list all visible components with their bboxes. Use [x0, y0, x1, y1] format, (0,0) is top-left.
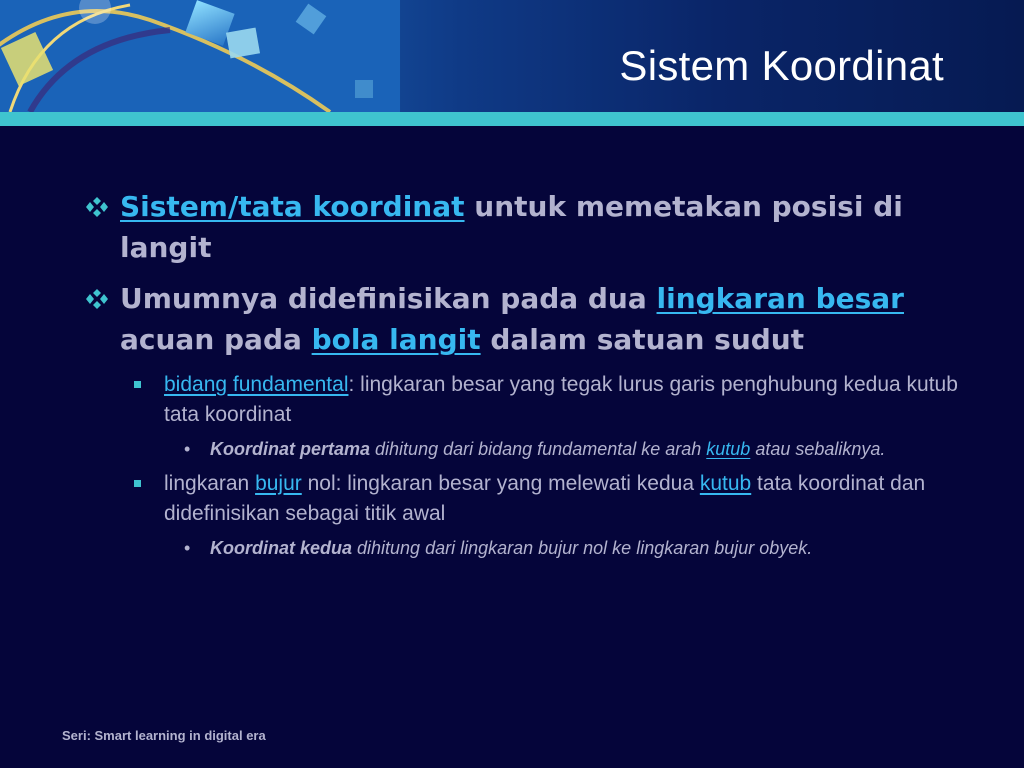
koordinat-kedua-label: Koordinat kedua	[210, 538, 353, 558]
bullet-1-text: untuk memetakan posisi di langit	[120, 190, 903, 264]
sub-sub-bullet-2-text: dihitung dari lingkaran bujur nol ke lingkaran bujur obyek.	[352, 538, 813, 558]
bullet-2-text-a: Umumnya didefinisikan pada dua	[120, 282, 657, 315]
dot-bullet: •	[184, 439, 191, 459]
sub-sub-bullet-1-text-a: dihitung dari bidang fundamental ke arah	[370, 439, 707, 459]
sub-bullet-2-text-c: tata koordinat dan didefinisikan sebagai titik awal	[164, 472, 926, 525]
header-accent-band	[0, 112, 1024, 126]
slide-content	[84, 186, 964, 562]
header-decoration-icon	[0, 0, 400, 112]
sub-sub-bullet-2	[84, 535, 964, 562]
header-banner	[0, 0, 1024, 112]
bullet-2-text-c: dalam satuan sudut	[480, 323, 805, 356]
sub-bullet-2	[84, 469, 964, 529]
link-bidang-fundamental[interactable]: bidang fundamental	[164, 373, 349, 396]
sub-bullet-2-text-b: nol: lingkaran besar yang melewati kedua	[301, 472, 700, 495]
sub-sub-bullet-1-text-b: atau sebaliknya.	[750, 439, 886, 459]
link-lingkaran-besar[interactable]: lingkaran besar	[656, 282, 904, 315]
square-icon	[134, 381, 141, 388]
square-icon	[134, 480, 141, 487]
link-kutub-1[interactable]: kutub	[706, 439, 751, 459]
bullet-1	[84, 186, 964, 268]
link-sistem-tata-koordinat[interactable]: Sistem/tata koordinat	[120, 190, 465, 223]
link-bujur[interactable]: bujur	[255, 472, 302, 495]
link-bola-langit[interactable]: bola langit	[311, 323, 481, 356]
koordinat-pertama-label: Koordinat pertama	[210, 439, 371, 459]
dot-bullet: •	[184, 538, 191, 558]
diamond-quad-icon	[84, 196, 110, 218]
link-kutub-2[interactable]: kutub	[699, 472, 752, 495]
sub-bullet-1	[84, 370, 964, 430]
bullet-2	[84, 278, 964, 360]
sub-bullet-2-text-a: lingkaran	[164, 472, 256, 495]
bullet-2-text-b: acuan pada	[120, 323, 312, 356]
sub-bullet-1-text: : lingkaran besar yang tegak lurus garis penghubung kedua kutub tata koordinat	[164, 373, 958, 426]
sub-sub-bullet-1	[84, 436, 964, 463]
footer-text: Seri: Smart learning in digital era	[62, 728, 266, 743]
diamond-quad-icon	[84, 288, 110, 310]
page-title: Sistem Koordinat	[619, 42, 944, 89]
